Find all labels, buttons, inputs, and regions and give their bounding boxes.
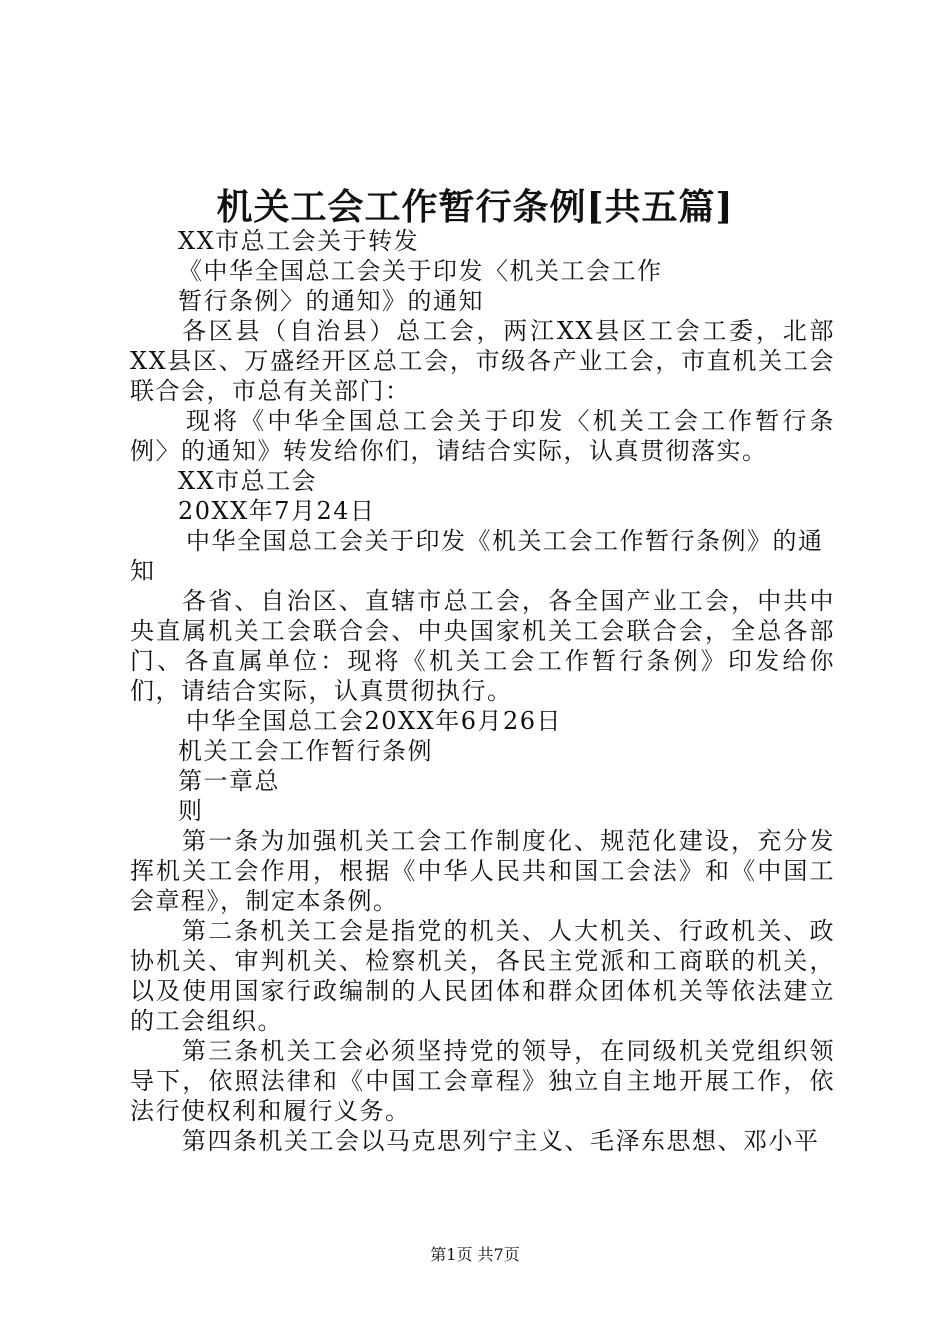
chapter-heading-part-2: 则 — [178, 797, 204, 825]
chapter-heading-part-1: 第一章总 — [178, 767, 280, 795]
issuer-line: 中华全国总工会20XX年6月26日 — [186, 707, 563, 735]
notice-paragraph: 各省、自治区、直辖市总工会，各全国产业工会，中共中央直属机关工会联合会、中央国家机关工会联合会，全总各部门、各直属单位：现将《机关工会工作暂行条例》印发给你们，请结合实际，认真贯彻执行。 — [130, 587, 835, 705]
forward-notice-line-3: 暂行条例〉的通知》的通知 — [178, 287, 484, 315]
notice-title-line-2: 知 — [130, 557, 156, 585]
forward-paragraph: 现将《中华全国总工会关于印发〈机关工会工作暂行条例〉的通知》转发给你们，请结合实际，认真贯彻落实。 — [130, 407, 835, 465]
regulation-title: 机关工会工作暂行条例 — [178, 737, 433, 765]
article-3: 第三条机关工会必须坚持党的领导，在同级机关党组织领导下，依照法律和《中国工会章程》独立自主地开展工作，依法行使权利和履行义务。 — [130, 1037, 835, 1125]
signature-org: XX市总工会 — [178, 467, 318, 495]
forward-notice-line-2: 《中华全国总工会关于印发〈机关工会工作 — [178, 257, 663, 285]
notice-title-line-1: 中华全国总工会关于印发《机关工会工作暂行条例》的通 — [186, 527, 824, 555]
article-4: 第四条机关工会以马克思列宁主义、毛泽东思想、邓小平 — [182, 1127, 820, 1155]
article-1: 第一条为加强机关工会工作制度化、规范化建设，充分发挥机关工会作用，根据《中华人民共和国工会法》和《中国工会章程》，制定本条例。 — [130, 827, 835, 915]
document-body — [130, 226, 835, 1156]
recipients-paragraph: 各区县（自治县）总工会，两江XX县区工会工委，北部XX县区、万盛经开区总工会，市级各产业工会，市直机关工会联合会，市总有关部门： — [130, 317, 835, 405]
document-title: 机关工会工作暂行条例[共五篇] — [216, 186, 734, 228]
signature-date: 20XX年7月24日 — [178, 497, 376, 525]
forward-notice-line-1: XX市总工会关于转发 — [178, 227, 420, 255]
article-2: 第二条机关工会是指党的机关、人大机关、行政机关、政协机关、审判机关、检察机关，各民主党派和工商联的机关，以及使用国家行政编制的人民团体和群众团体机关等依法建立的工会组织。 — [130, 917, 835, 1035]
page-number-footer: 第1页 共7页 — [430, 1245, 520, 1264]
